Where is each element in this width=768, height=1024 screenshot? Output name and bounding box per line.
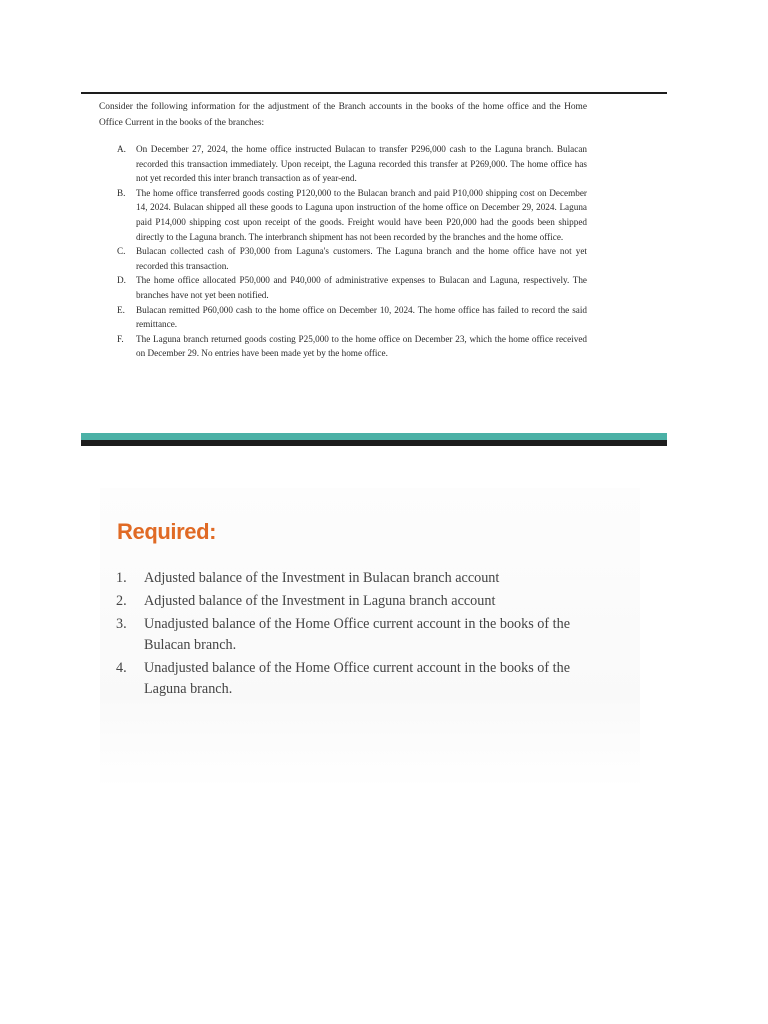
required-list (114, 568, 608, 702)
item-letter: C. (117, 246, 126, 257)
required-item-2 (114, 591, 608, 612)
required-item-number: 1. (116, 570, 127, 586)
required-item-1 (114, 568, 608, 589)
problem-item-d (117, 273, 587, 302)
item-letter: A. (117, 144, 126, 154)
required-item-text: Unadjusted balance of the Home Office current account in the books of the Laguna branch. (144, 660, 570, 697)
required-item-number: 2. (116, 593, 127, 609)
problem-item-a (117, 142, 587, 186)
problem-item-b (117, 186, 587, 244)
required-item-number: 4. (116, 660, 127, 676)
required-item-text: Unadjusted balance of the Home Office current account in the books of the Bulacan branch. (144, 616, 570, 653)
required-item-3 (114, 614, 608, 656)
problem-item-f (117, 332, 587, 361)
item-text: The home office transferred goods costing P120,000 to the Bulacan branch and paid P10,000 shipping cost on December 14, 2024. Bulacan shipped all these goods to Laguna upon instruction of the home office on December 29, 2024. Laguna paid P14,000 shipping cost upon receipt of the goods. Freight would have been P20,000 had the goods been shipped directly to the Laguna branch. The interbranch shipment has not been recorded by the branches and the home office. (136, 187, 587, 242)
problem-items-list (117, 142, 587, 361)
item-text: Bulacan remitted P60,000 cash to the home office on December 10, 2024. The home office has failed to record the said remittance. (136, 304, 587, 330)
item-text: The home office allocated P50,000 and P40,000 of administrative expenses to Bulacan and Laguna, respectively. The branches have not yet been notified. (136, 275, 587, 300)
required-item-text: Adjusted balance of the Investment in Laguna branch account (144, 593, 496, 609)
item-text: On December 27, 2024, the home office instructed Bulacan to transfer P296,000 cash to the Laguna branch. Bulacan recorded this transaction immediately. Upon receipt, the Laguna recorded this transfer at P269,000. The home office has not yet recorded this inter branch transaction as of year-end. (136, 144, 587, 184)
required-item-4 (114, 658, 608, 700)
problem-box (81, 92, 667, 446)
item-letter: B. (117, 187, 126, 198)
top-divider (81, 92, 667, 94)
item-text: The Laguna branch returned goods costing P25,000 to the home office on December 23, which the home office received on December 29. No entries have been made yet by the home office. (136, 333, 587, 359)
item-letter: D. (117, 275, 126, 286)
required-item-number: 3. (116, 616, 127, 632)
teal-divider (81, 433, 667, 440)
required-item-text: Adjusted balance of the Investment in Bulacan branch account (144, 570, 500, 586)
item-letter: E. (117, 304, 125, 315)
item-text: Bulacan collected cash of P30,000 from Laguna's customers. The Laguna branch and the home office have not yet recorded this transaction. (136, 246, 587, 271)
required-panel (100, 488, 640, 788)
bottom-divider (81, 440, 667, 446)
problem-item-e (117, 303, 587, 332)
item-letter: F. (117, 333, 124, 344)
problem-intro: Consider the following information for the adjustment of the Branch accounts in the books of the home office and the Home Office Current in the books of the branches: (99, 102, 587, 128)
problem-item-c (117, 244, 587, 273)
required-heading: Required: (117, 519, 217, 544)
